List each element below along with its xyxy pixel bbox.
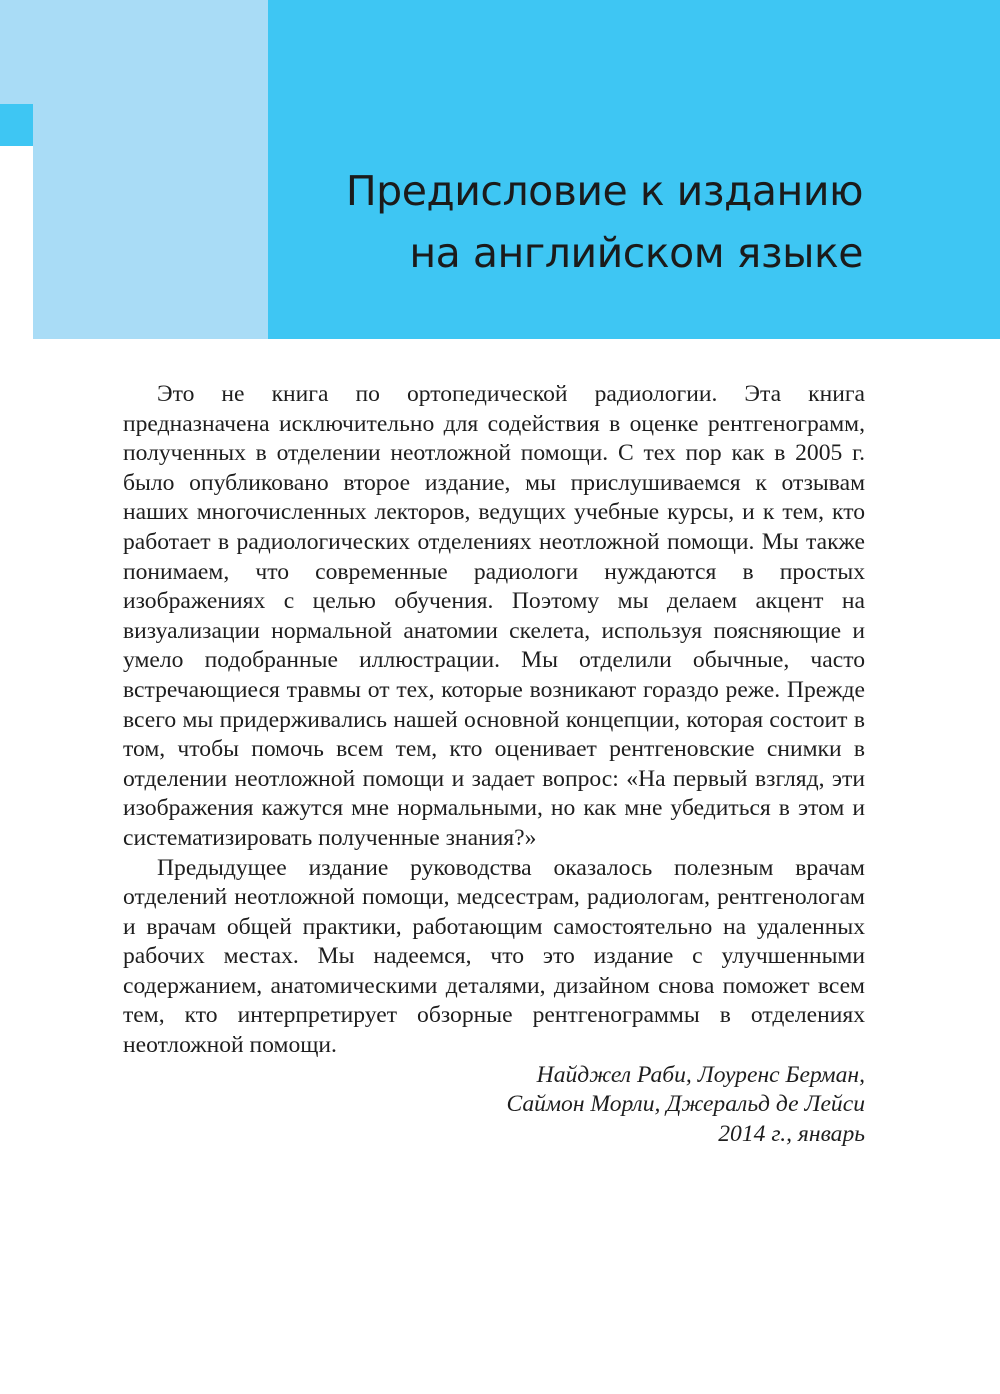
signature-authors-line-2: Саймон Морли, Джеральд де Лейси — [506, 1091, 865, 1118]
signature-date: 2014 г., январь — [718, 1120, 865, 1147]
page-title — [346, 160, 863, 284]
preface-body — [123, 380, 865, 1149]
signature-block — [123, 1061, 865, 1150]
signature-authors-line-1: Найджел Раби, Лоуренс Берман, — [536, 1061, 865, 1088]
header-band-light — [33, 0, 268, 339]
page-title-line-2: на английском языке — [409, 229, 863, 277]
paragraph-1: Это не книга по ортопедической радиологии. Эта книга предназначена исключительно для содействия в оценке рентгенограмм, полученных в отделении неотложной помощи. С тех пор как в 2005 г. было опубликовано второе издание, мы прислушиваемся к отзывам наших многочисленных лекторов, ведущих учебные курсы, и к тем, кто работает в радиологических отделениях неотложной помощи. Мы также понимаем, что современные радиологи нуждаются в простых изображениях с целью обучения. Поэтому мы делаем акцент на визуализации нормальной анатомии скелета, используя поясняющие и умело подобранные иллюстрации. Мы отделили обычные, часто встречающиеся травмы от тех, которые возникают гораздо реже. Прежде всего мы придерживались нашей основной концепции, которая состоит в том, чтобы помочь всем тем, кто оценивает рентгеновские снимки в отделении неотложной помощи и задает вопрос: «На первый взгляд, эти изображения кажутся мне нормальными, но как мне убедиться в этом и систематизировать полученные знания?» — [123, 381, 865, 851]
page-title-line-1: Предисловие к изданию — [345, 167, 863, 215]
paragraph-2: Предыдущее издание руководства оказалось полезным врачам отделений неотложной помощи, медсестрам, радиологам, рентгенологам и врачам общей практики, работающим самостоятельно на удаленных рабочих местах. Мы надеемся, что это издание с улучшенными содержанием, анатомическими деталями, дизайном снова поможет всем тем, кто интерпретирует обзорные рентгенограммы в отделениях неотложной помощи. — [123, 854, 865, 1059]
left-edge-tab-light — [0, 0, 33, 104]
left-edge-tab-dark — [0, 104, 33, 146]
